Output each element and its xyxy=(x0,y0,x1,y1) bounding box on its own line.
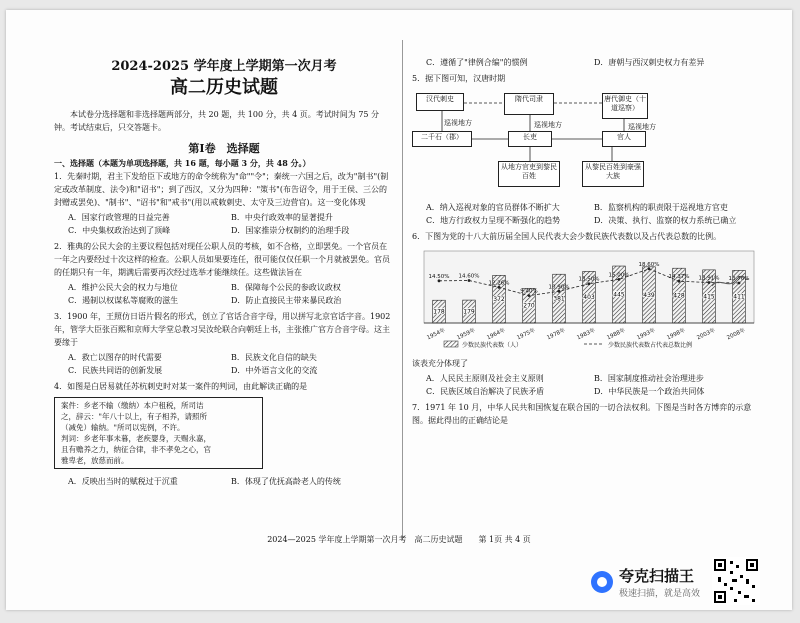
answer-option-d: D．国家推崇分权制约的治理手段 xyxy=(231,226,350,235)
pen-scribble xyxy=(710,274,750,292)
percentage-point xyxy=(468,279,471,282)
percentage-point xyxy=(618,278,621,281)
answer-option-d: D．中华民族是一个政治共同体 xyxy=(594,387,705,396)
diagram-node: 从地方官吏到黎民百姓 xyxy=(498,161,560,187)
bar-value-label: 411 xyxy=(733,293,745,301)
percentage-point xyxy=(528,294,531,297)
question-stem: 2．雅典的公民大会的主要议程包括对现任公职人员的考核，如不合格，立即罢免。一个官员在一年之内要经过十次这样的检查。公职人员如果要连任，很可能仅仅任职一个月就被罢免。官员的任期只有一年，期满后需要再次经过选举才能继续任。这些做法旨在 xyxy=(54,242,390,277)
percentage-label: 13.91% xyxy=(698,275,720,282)
percentage-label: 15.00% xyxy=(608,272,630,279)
options-group xyxy=(54,281,394,307)
bar-value-label: 178 xyxy=(433,308,445,316)
part-label: 一、选择题（本题为单项选择题，共 16 题，每小题 3 分，共 48 分。） xyxy=(54,158,311,168)
exam-page xyxy=(6,10,792,610)
answer-option-a: A．国家行政管理的日益完善 xyxy=(68,213,170,222)
percentage-label: 14.37% xyxy=(668,274,690,281)
bar-value-label: 372 xyxy=(493,296,505,304)
percentage-point xyxy=(558,290,561,293)
options-group xyxy=(54,351,394,377)
bar-value-label: 381 xyxy=(553,295,565,303)
x-tick-label: 1993年 xyxy=(636,327,657,342)
diagram-edge-label: 巡视地方 xyxy=(444,119,472,127)
quote-line: 案件：乡老不输（缴纳）本户租税，所司诘 xyxy=(61,401,204,410)
diagram-node: 唐代御史（十道巡察） xyxy=(602,93,648,119)
percentage-label: 13.76% xyxy=(728,275,750,282)
x-tick-label: 1978年 xyxy=(546,327,567,342)
question-stem: 6．下图为党的十八大前历届全国人民代表大会少数民族代表数以及占代表总数的比例。 xyxy=(412,232,722,241)
exam-instructions: 本试卷分选择题和非选择题两部分，共 20 题，共 100 分，共 4 页。考试时间为 75 分钟。考试结束后，只交答题卡。 xyxy=(54,110,380,132)
diagram-edge-label: 巡视地方 xyxy=(534,121,562,129)
options-group xyxy=(412,372,762,398)
percentage-point xyxy=(588,282,591,285)
percentage-label: 9.40% xyxy=(520,288,538,295)
scanner-watermark xyxy=(591,565,700,599)
question-stem: 7．1971 年 10 月，中华人民共和国恢复在联合国的一切合法权利。下图是当时各方博弈的示意图。据此得出的正确结论是 xyxy=(412,403,752,425)
quark-logo-icon xyxy=(591,571,613,593)
options-group xyxy=(54,211,394,237)
answer-option-a: A．救亡以图存的时代需要 xyxy=(68,353,162,362)
legend-label: 少数民族代表数占代表总数比例 xyxy=(608,342,693,349)
answer-option-d: D．决策、执行、监察的权力系统已确立 xyxy=(594,216,737,225)
bar-value-label: 179 xyxy=(463,308,475,316)
chart-svg xyxy=(412,245,762,355)
x-tick-label: 1975年 xyxy=(516,327,537,342)
percentage-point xyxy=(648,267,651,270)
percentage-label: 14.50% xyxy=(428,273,450,280)
answer-option-d: D．唐朝与西汉刺史权力有差异 xyxy=(594,58,705,67)
quote-line: 雅卑老，放慈而前。 xyxy=(61,456,129,465)
percentage-point xyxy=(438,279,441,282)
answer-option-b: B．国家制度推动社会治理进步 xyxy=(594,374,704,383)
bar-value-label: 428 xyxy=(673,292,685,300)
bar-value-label: 439 xyxy=(643,291,655,299)
section-title: 第Ⅰ卷 选择题 xyxy=(188,142,260,155)
answer-option-a: A．维护公民大会的权力与地位 xyxy=(68,283,178,292)
question-stem: 4．如图是白居易就任苏杭刺史时对某一案件的判词，由此解读正确的是 xyxy=(54,382,308,391)
question-stem: 5．据下图可知，汉唐时期 xyxy=(412,74,506,83)
answer-option-b: B．体现了优抚高龄老人的传统 xyxy=(231,477,341,486)
x-tick-label: 1988年 xyxy=(606,327,627,342)
quote-line: 判词：乡老年事未暮，老疾婴身，天赐永嘉， xyxy=(61,434,211,443)
answer-option-d: D．中外语言文化的交流 xyxy=(231,366,318,375)
x-tick-label: 1959年 xyxy=(456,327,477,342)
diagram-node: 汉代刺史 xyxy=(416,93,464,111)
answer-option-d: D．防止直接民主带来暴民政治 xyxy=(231,296,342,305)
brand-slogan: 极速扫描，就是高效 xyxy=(618,589,700,599)
answer-option-b: B．中央行政效率的显著提升 xyxy=(231,213,333,222)
percentage-label: 12.26% xyxy=(488,280,510,287)
answer-option-b: B．民族文化自信的缺失 xyxy=(231,353,317,362)
diagram-node: 长吏 xyxy=(508,131,552,147)
exam-title: 2024-2025 学年度上学期第一次月考 xyxy=(111,59,337,74)
x-tick-label: 1998年 xyxy=(666,327,687,342)
right-column xyxy=(412,56,762,427)
options-group xyxy=(54,475,394,488)
percentage-label: 18.60% xyxy=(638,261,660,268)
diagram-node: 从黎民百姓到豪强大族 xyxy=(582,161,644,187)
answer-option-b: B．监察机构的职责限于巡视地方官吏 xyxy=(594,203,728,212)
x-tick-label: 1954年 xyxy=(426,327,447,342)
bar-value-label: 270 xyxy=(523,302,535,310)
answer-option-c: C．遏制以权谋私等腐败的滋生 xyxy=(68,296,179,305)
quote-line: （减免）输纳。"所司以宪例，不许。 xyxy=(61,423,185,432)
qr-code-icon xyxy=(712,557,760,605)
column-divider xyxy=(402,40,403,540)
answer-option-b: B．保障每个公民的参政议政权 xyxy=(231,283,341,292)
representatives-chart xyxy=(412,245,762,355)
brand-name: 夸克扫描王 xyxy=(618,567,694,585)
percentage-point xyxy=(498,286,501,289)
quote-line: 之，辞云："年八十以上，有子相养，请照所 xyxy=(61,412,207,421)
answer-option-c: C．遵循了"律例合编"的惯例 xyxy=(426,58,528,67)
answer-option-a: A．纳入巡视对象的官员群体不断扩大 xyxy=(426,203,560,212)
quote-line: 且有赡养之力，纳征合律，非不孝免之心，官 xyxy=(61,445,211,454)
x-tick-label: 1983年 xyxy=(576,327,597,342)
answer-option-a: A．人民民主原则及社会主义原则 xyxy=(426,374,544,383)
question-stem: 1．先秦时期，君主下发给臣下或地方的命令统称为"命""令"；秦统一六国之后，改为"制书"(制定或改革制度、法令)和"诏书"；到了西汉，又分为四种："策书"(布告诏令，用于王侯、三公的封赠或罢免)、"制书"、"诏书"和"戒书"(用以戒敕刺史、太守及三边营官)。这一变化体现 xyxy=(54,172,389,207)
answer-option-c: C．民族共同语的创新发展 xyxy=(68,366,163,375)
diagram-node: 隋代司隶 xyxy=(504,93,554,115)
x-tick-label: 2008年 xyxy=(726,327,747,342)
x-tick-label: 2003年 xyxy=(696,327,717,342)
diagram-node: 二千石（郡） xyxy=(412,131,472,147)
bar-value-label: 403 xyxy=(583,294,595,302)
diagram-edge-label: 巡视地方 xyxy=(628,123,656,131)
supervision-diagram xyxy=(412,89,762,197)
left-column xyxy=(54,50,394,491)
bar-value-label: 445 xyxy=(613,291,625,299)
percentage-point xyxy=(678,280,681,283)
answer-option-a: A．反映出当时的赋税过于沉重 xyxy=(68,477,178,486)
diagram-node: 官人 xyxy=(602,131,646,147)
answer-option-c: C．地方行政权力呈现不断强化的趋势 xyxy=(426,216,561,225)
bar-value-label: 415 xyxy=(703,293,715,301)
options-group xyxy=(412,56,762,69)
judgment-quote-box xyxy=(54,397,263,469)
percentage-label: 13.50% xyxy=(578,276,600,283)
question-stem: 3．1900 年，王照仿日语片假名的形式，创立了官话合音字母，用以拼写北京官话字音。1902 年，管学大臣张百熙和京师大学堂总教习吴汝纶联合向朝廷上书，主张推广官方合音字母。这主要缘于 xyxy=(54,312,391,347)
answer-option-c: C．中央集权政治达到了顶峰 xyxy=(68,226,171,235)
percentage-label: 14.60% xyxy=(458,273,480,280)
percentage-label: 10.90% xyxy=(548,284,570,291)
x-tick-label: 1964年 xyxy=(486,327,507,342)
options-group xyxy=(412,201,762,227)
subject-title: 高二历史试题 xyxy=(170,77,278,98)
answer-option-c: C．民族区域自治解决了民族矛盾 xyxy=(426,387,545,396)
page-footer: 2024—2025 学年度上学期第一次月考 高二历史试题 第 1页 共 4 页 xyxy=(267,535,531,544)
question-followup: 该表充分体现了 xyxy=(412,359,468,368)
legend-label: 少数民族代表数（人） xyxy=(462,342,523,349)
legend-swatch-bars xyxy=(444,341,458,347)
